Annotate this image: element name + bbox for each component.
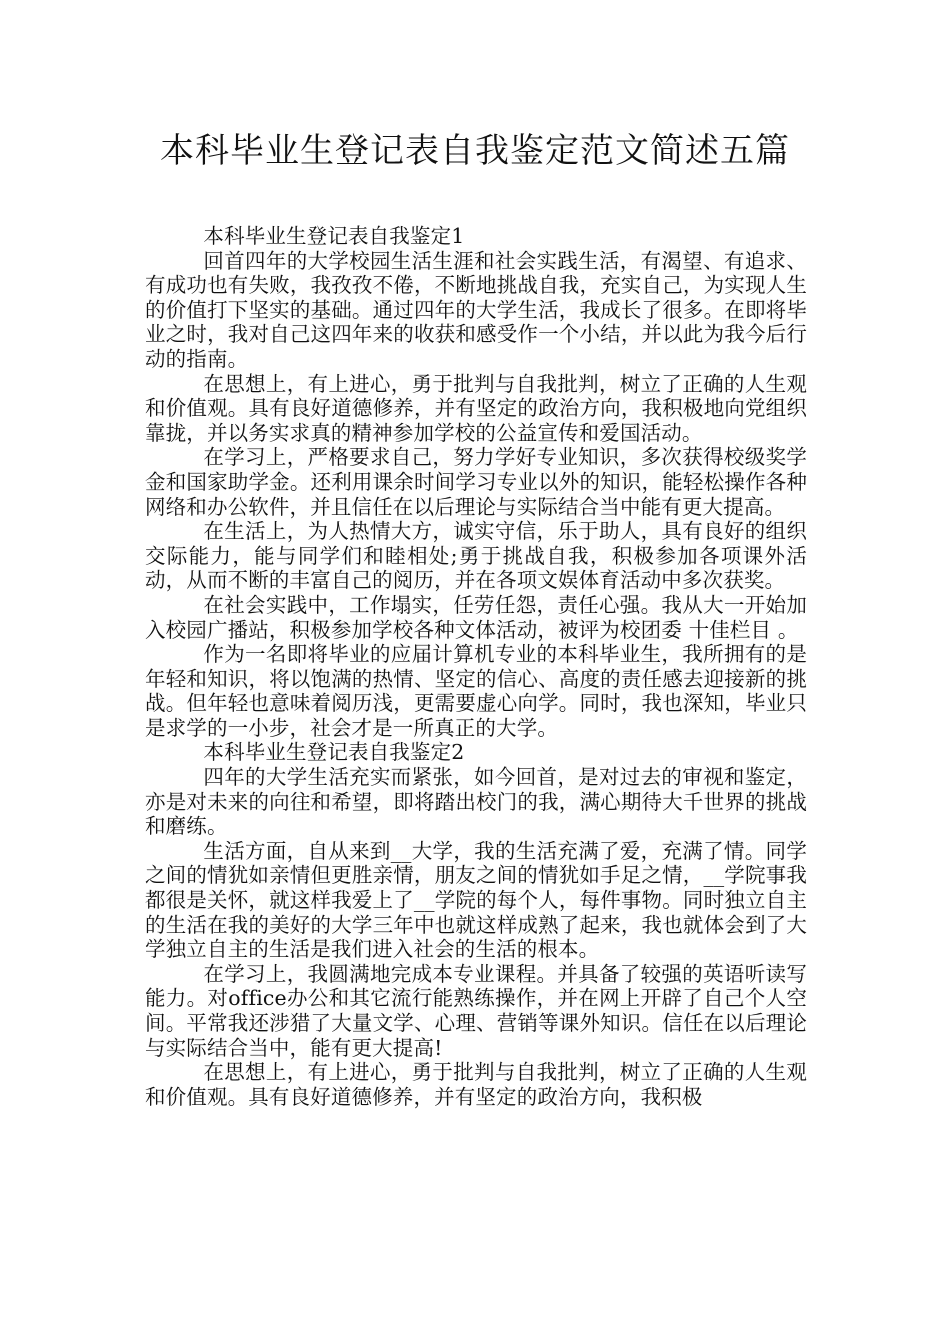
paragraph: 在思想上，有上进心，勇于批判与自我批判，树立了正确的人生观和价值观。具有良好道德修养，并有坚定的政治方向，我积极地向党组织靠拢，并以务实求真的精神参加学校的公益宣传和爱国活动。: [145, 371, 807, 445]
paragraph: 在学习上，严格要求自己，努力学好专业知识，多次获得校级奖学金和国家助学金。还利用课余时间学习专业以外的知识，能轻松操作各种网络和办公软件，并且信任在以后理论与实际结合当中能有更大提高。: [145, 445, 807, 519]
document-title: 本科毕业生登记表自我鉴定范文简述五篇: [160, 131, 790, 171]
paragraph: 四年的大学生活充实而紧张，如今回首，是对过去的审视和鉴定，亦是对未来的向往和希望，即将踏出校门的我，满心期待大千世界的挑战和磨练。: [145, 765, 807, 839]
paragraph: 在思想上，有上进心，勇于批判与自我批判，树立了正确的人生观和价值观。具有良好道德修养，并有坚定的政治方向，我积极: [145, 1060, 807, 1109]
section-heading: 本科毕业生登记表自我鉴定2: [203, 740, 465, 765]
paragraph: 回首四年的大学校园生活生涯和社会实践生活，有渴望、有追求、有成功也有失败，我孜孜不倦，不断地挑战自我，充实自己，为实现人生的价值打下坚实的基础。通过四年的大学生活，我成长了很多。在即将毕业之时，我对自己这四年来的收获和感受作一个小结，并以此为我今后行动的指南。: [145, 248, 807, 371]
paragraph: 在社会实践中，工作塌实，任劳任怨，责任心强。我从大一开始加入校园广播站，积极参加学校各种文体活动，被评为校团委 十佳栏目 。: [145, 592, 807, 642]
paragraph: 生活方面，自从来到__大学，我的生活充满了爱，充满了情。同学之间的情犹如亲情但更胜亲情，朋友之间的情犹如手足之情，__学院事我都很是关怀，就这样我爱上了__学院的每个人，每件事物。同时独立自主的生活在我的美好的大学三年中也就这样成熟了起来，我也就体会到了大学独立自主的生活是我们进入社会的生活的根本。: [145, 838, 807, 962]
paragraph: 在学习上，我圆满地完成本专业课程。并具备了较强的英语听读写能力。对office办公和其它流行能熟练操作，并在网上开辟了自己个人空间。平常我还涉猎了大量文学、心理、营销等课外知识。信任在以后理论与实际结合当中，能有更大提高!: [145, 961, 807, 1060]
section-heading: 本科毕业生登记表自我鉴定1: [203, 224, 465, 248]
document-body: [145, 224, 807, 1109]
paragraph: 在生活上，为人热情大方，诚实守信，乐于助人，具有良好的组织交际能力，能与同学们和睦相处;勇于挑战自我，积极参加各项课外活动，从而不断的丰富自己的阅历，并在各项文娱体育活动中多次获奖。: [145, 519, 807, 593]
paragraph: 作为一名即将毕业的应届计算机专业的本科毕业生，我所拥有的是年轻和知识，将以饱满的热情、坚定的信心、高度的责任感去迎接新的挑战。但年轻也意味着阅历浅，更需要虚心向学。同时，我也深知，毕业只是求学的一小步，社会才是一所真正的大学。: [145, 642, 807, 740]
